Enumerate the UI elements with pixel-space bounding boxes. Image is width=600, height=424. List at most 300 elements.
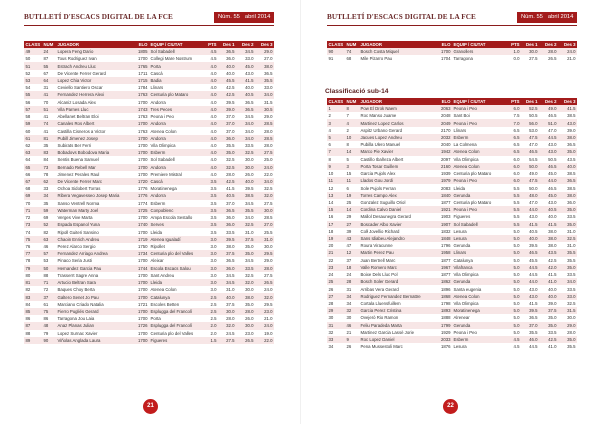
table-cell: Catalunya <box>452 257 506 264</box>
table-cell: Trasserrt Sagre Anna <box>56 272 133 279</box>
table-cell: 5.5 <box>506 221 521 228</box>
table-cell: 32 <box>327 329 345 336</box>
table-cell: 4.0 <box>203 62 218 69</box>
table-cell: 36.0 <box>218 135 236 142</box>
table-cell: Llados Gou Jordi <box>359 177 436 184</box>
table-cell: 34.5 <box>218 279 236 286</box>
table-cell: 6.0 <box>506 156 521 163</box>
table-cell: Sans Idiabeu Alejandro <box>359 235 436 242</box>
table-cell: 36.5 <box>255 70 274 77</box>
table-cell: 38.0 <box>236 293 255 300</box>
table-cell: 52 <box>42 221 56 228</box>
table-cell: Ribera Vegavesseo Josep Maria <box>56 192 133 199</box>
table-cell: 1700 <box>133 142 149 149</box>
table-cell: Escola Escacs Salou <box>149 265 203 272</box>
table-cell: 5 <box>327 134 345 141</box>
table-cell: 3.0 <box>203 265 218 272</box>
table-cell: 6.0 <box>506 163 521 170</box>
table-row <box>24 330 274 337</box>
table-cell: 37.5 <box>539 307 558 314</box>
table-cell: Peona i Peo <box>452 105 506 112</box>
table-cell: 1763 <box>133 127 149 134</box>
table-cell: Mile Pizarro Pau <box>359 55 436 62</box>
table-cell: 56 <box>24 99 42 106</box>
table-cell: 38.0 <box>558 192 577 199</box>
table-cell: 36.5 <box>218 207 236 214</box>
table-cell: 36.5 <box>218 48 236 55</box>
table-cell: 34.0 <box>236 120 255 127</box>
table-cell: 43.0 <box>521 293 539 300</box>
table-cell: 3.5 <box>203 207 218 214</box>
table-cell: 30.0 <box>255 207 274 214</box>
table-cell: 40.0 <box>539 285 558 292</box>
column-header: Des 3 <box>558 98 577 105</box>
table-cell: 41.0 <box>539 343 558 350</box>
column-header: PTS <box>506 98 521 105</box>
table-cell: Lopez Surnac Xavier <box>56 330 133 337</box>
table-cell: Chaoin Enrich Andreu <box>56 236 133 243</box>
table-cell: 34.5 <box>236 257 255 264</box>
table-cell: 3.5 <box>203 178 218 185</box>
table-cell: 37.0 <box>218 127 236 134</box>
table-cell: 35.5 <box>236 207 255 214</box>
table-cell: 37.5 <box>218 250 236 257</box>
table-cell: Atenea Colon <box>149 286 203 293</box>
table-cell: 43.0 <box>539 199 558 206</box>
table-row <box>24 135 274 142</box>
table-cell: 3.5 <box>203 185 218 192</box>
table-row <box>24 214 274 221</box>
table-cell: Centuria plo del Valles <box>149 330 203 337</box>
table-cell: 46 <box>42 243 56 250</box>
table-cell: Vilafranca <box>452 264 506 271</box>
table-cell: Galtero Senet Jo Pau <box>56 293 133 300</box>
table-cell: 46.5 <box>539 112 558 119</box>
table-cell: 15 <box>327 206 345 213</box>
table-cell: 1939 <box>436 170 452 177</box>
table-cell: 68 <box>24 185 42 192</box>
table-cell: Fernandez Arriago Andrea <box>56 250 133 257</box>
table-cell: 28.0 <box>218 315 236 322</box>
table-cell: 4.0 <box>203 156 218 163</box>
table-cell: 2048 <box>436 112 452 119</box>
table-cell: 4.5 <box>203 48 218 55</box>
table-row <box>327 285 577 292</box>
table-cell: 4.0 <box>203 171 218 178</box>
table-cell: 1796 <box>436 242 452 249</box>
table-cell: 11 <box>345 177 359 184</box>
table-cell: 36.5 <box>236 106 255 113</box>
table-cell: 30.0 <box>558 314 577 321</box>
table-cell: 58 <box>24 113 42 120</box>
table-cell: 4.0 <box>203 127 218 134</box>
table-cell: 2 <box>345 127 359 134</box>
table-cell: 4.0 <box>203 142 218 149</box>
table-cell: Santa eugenia <box>452 285 506 292</box>
table-cell: 46.0 <box>521 336 539 343</box>
table-row <box>327 119 577 126</box>
table-cell: 31 <box>345 285 359 292</box>
table-cell: 1958 <box>436 249 452 256</box>
table-cell: 37.5 <box>218 301 236 308</box>
table-row <box>327 293 577 300</box>
table-row <box>24 113 274 120</box>
table-cell: 29.5 <box>255 301 274 308</box>
table-cell: Bosch Soler Gerard <box>359 278 436 285</box>
table-row <box>24 127 274 134</box>
table-cell: Pena Mussestoli Marc <box>359 343 436 350</box>
table-cell: 1743 <box>133 106 149 113</box>
table-row <box>24 221 274 228</box>
table-cell: Peona i Peo <box>452 177 506 184</box>
table-cell: Pow El Drok Naem <box>359 105 436 112</box>
table-cell: 32.5 <box>218 164 236 171</box>
table-cell: 8 <box>345 105 359 112</box>
table-cell: 3.5 <box>203 214 218 221</box>
table-cell: 40.5 <box>218 192 236 199</box>
table-cell: 33.0 <box>236 55 255 62</box>
table-cell: 23.0 <box>255 308 274 315</box>
table-cell: Andorra <box>149 120 203 127</box>
table-cell: 32.5 <box>236 221 255 228</box>
table-row <box>327 300 577 307</box>
table-cell: 21.0 <box>255 315 274 322</box>
column-header: Des 1 <box>521 98 539 105</box>
table-cell: Mallol Desaunegra Gerard <box>359 213 436 220</box>
table-cell: Sol Sabadell <box>149 156 203 163</box>
table-cell: 35.0 <box>539 314 558 321</box>
table-cell: 38.0 <box>539 228 558 235</box>
table-cell: 38.5 <box>236 192 255 199</box>
table-cell: Colł Jovellio Richard <box>359 228 436 235</box>
table-cell: Llinars <box>149 84 203 91</box>
table-row <box>327 336 577 343</box>
table-cell: 31.0 <box>558 228 577 235</box>
table-cell: 37.0 <box>218 113 236 120</box>
table-cell: 1862 <box>436 278 452 285</box>
table-cell: 21.0 <box>558 55 577 62</box>
table-cell: 25.5 <box>255 228 274 235</box>
table-cell: 39.0 <box>558 127 577 134</box>
table-cell: 50 <box>42 265 56 272</box>
table-cell: 47.5 <box>521 177 539 184</box>
table-cell: 5.0 <box>506 249 521 256</box>
table-cell: 72 <box>24 214 42 221</box>
table-cell: 22.0 <box>255 337 274 344</box>
table-cell: 37 <box>42 293 56 300</box>
table-cell: Cortala Lluensfuillem <box>359 300 436 307</box>
column-header: Des 3 <box>558 41 577 48</box>
table-cell: 84 <box>42 156 56 163</box>
table-cell: 35.0 <box>558 206 577 213</box>
table-cell: 36.5 <box>521 314 539 321</box>
table-cell: 27.5 <box>255 272 274 279</box>
table-row <box>24 77 274 84</box>
table-cell: 1799 <box>436 322 452 329</box>
table-cell: 40.0 <box>218 293 236 300</box>
table-cell: 2.5 <box>203 315 218 322</box>
table-cell: 4.0 <box>203 113 218 120</box>
table-cell: 40.5 <box>236 91 255 98</box>
table-cell: 39.5 <box>236 185 255 192</box>
table-cell: Garcia Pujols Alex <box>359 170 436 177</box>
table-cell: 25 <box>327 278 345 285</box>
table-cell: 85 <box>24 308 42 315</box>
table-cell: 3.5 <box>203 200 218 207</box>
table-row <box>24 106 274 113</box>
table-cell: 46 <box>345 322 359 329</box>
table-cell: 84 <box>24 301 42 308</box>
table-row <box>327 55 577 62</box>
table-cell: 40.5 <box>521 228 539 235</box>
table-cell: 40.5 <box>539 206 558 213</box>
table-cell: 1774 <box>133 200 149 207</box>
table-cell: 1744 <box>133 265 149 272</box>
table-cell: Atenea Colon <box>149 127 203 134</box>
table-cell: 30.5 <box>255 106 274 113</box>
table-row <box>24 315 274 322</box>
table-cell: Sole Pujols Ferran <box>359 184 436 191</box>
table-cell: 34 <box>345 293 359 300</box>
table-cell: 35.0 <box>558 264 577 271</box>
table-cell: 59 <box>24 120 42 127</box>
table-cell: 33.5 <box>558 271 577 278</box>
column-header: EQUIP / CIUTAT <box>452 41 506 48</box>
table-cell: 71 <box>24 207 42 214</box>
table-cell: Garcia Perez Cristina <box>359 307 436 314</box>
table-cell: 1700 <box>133 149 149 156</box>
table-cell: Roura Viracunne <box>359 242 436 249</box>
table-cell: 37.0 <box>218 120 236 127</box>
table-cell: Castilla Cisneros a Victor <box>56 127 133 134</box>
table-cell: 24.0 <box>558 48 577 55</box>
table-cell: 2160 <box>436 163 452 170</box>
table-cell: 33.5 <box>236 265 255 272</box>
table-cell: 1704 <box>436 55 452 62</box>
table-cell: 39.5 <box>218 99 236 106</box>
table-cell: Alcaniz Losada Alex <box>56 99 133 106</box>
table-cell: 35.0 <box>236 250 255 257</box>
table-cell: 63 <box>42 236 56 243</box>
table-cell: Fierro Pugliés Gerard <box>56 308 133 315</box>
table-cell: 54 <box>24 84 42 91</box>
table-cell: 35.5 <box>218 142 236 149</box>
table-cell: De Vicente Ferrer Gerard <box>56 70 133 77</box>
table-cell: 4.5 <box>203 55 218 62</box>
table-row <box>327 343 577 350</box>
table-cell: 33 <box>42 185 56 192</box>
table-cell: 30.0 <box>236 164 255 171</box>
table-cell: 1877 <box>436 199 452 206</box>
table-cell: Bosch Costa Miquel <box>359 48 436 55</box>
column-header: Des 3 <box>255 41 274 48</box>
table-cell: 8 <box>345 141 359 148</box>
column-header: EQUIP / CIUTAT <box>149 41 203 48</box>
table-cell: 75 <box>24 236 42 243</box>
table-cell: 4.0 <box>203 91 218 98</box>
table-cell: 45.0 <box>539 192 558 199</box>
table-cell: 43.0 <box>521 285 539 292</box>
table-cell: 1750 <box>133 243 149 250</box>
table-cell: 1848 <box>436 235 452 242</box>
table-cell: 2097 <box>436 156 452 163</box>
table-cell: 43.0 <box>539 141 558 148</box>
table-cell: Gerunda <box>452 192 506 199</box>
table-row <box>327 228 577 235</box>
table-row <box>24 279 274 286</box>
issue-number: Núm. 55 <box>218 14 240 20</box>
table-cell: 36.0 <box>218 221 236 228</box>
column-header: PTS <box>506 41 521 48</box>
table-cell: 32.0 <box>218 322 236 329</box>
table-cell: 2.5 <box>203 293 218 300</box>
table-cell: 60 <box>24 127 42 134</box>
table-cell: 50.0 <box>521 163 539 170</box>
table-cell: 56.0 <box>521 119 539 126</box>
table-cell: 37 <box>345 257 359 264</box>
table-cell: Gonzalez Suguillo Oriol <box>359 199 436 206</box>
table-cell: De Vicente Ferrer Marc <box>56 178 133 185</box>
table-cell: 73 <box>24 221 42 228</box>
table-cell: 49 <box>24 48 42 55</box>
table-cell: Sol Sabadell <box>149 48 203 55</box>
table-cell: Vila Olimpica <box>452 156 506 163</box>
table-row <box>24 337 274 344</box>
table-row <box>24 308 274 315</box>
table-cell: 1740 <box>133 221 149 228</box>
table-cell: 5.0 <box>506 242 521 249</box>
table-cell: Abellanet Beltran Eloi <box>56 113 133 120</box>
table-cell: 28.0 <box>255 265 274 272</box>
table-cell: 39.0 <box>218 106 236 113</box>
table-row <box>327 177 577 184</box>
table-cell: Lesura <box>452 228 506 235</box>
table-cell: 29.0 <box>255 257 274 264</box>
table-cell: 28.5 <box>255 120 274 127</box>
table-cell: 51 <box>24 62 42 69</box>
table-cell: 5.5 <box>506 206 521 213</box>
table-cell: 44.0 <box>521 206 539 213</box>
table-cell: Pubilla Ulero Manuel <box>359 141 436 148</box>
table-cell: 41.5 <box>236 77 255 84</box>
table-cell: 33.5 <box>539 329 558 336</box>
table-row <box>24 84 274 91</box>
table-cell: 69 <box>24 192 42 199</box>
table-cell: Figueres <box>452 213 506 220</box>
table-cell: 2.0 <box>203 322 218 329</box>
table-cell: 1 <box>327 105 345 112</box>
table-cell: Lleida <box>452 184 506 191</box>
table-cell: Estrach Andreu Lluc <box>56 62 133 69</box>
table-cell: 34.0 <box>236 214 255 221</box>
table-cell: 41 <box>42 113 56 120</box>
table-cell: 90 <box>42 337 56 344</box>
table-cell: 24 <box>42 48 56 55</box>
column-header: CLASS <box>328 99 344 104</box>
table-cell: 82 <box>24 286 42 293</box>
table-cell: 1888 <box>436 314 452 321</box>
table-cell: 82 <box>42 228 56 235</box>
table-cell: 1921 <box>436 206 452 213</box>
table-cell: 41.5 <box>521 221 539 228</box>
table-cell: Esplugga del Francolí <box>149 322 203 329</box>
table-cell: 1700 <box>133 330 149 337</box>
table-cell: 1726 <box>133 322 149 329</box>
column-header: Des 1 <box>218 41 236 48</box>
table-cell: 27.5 <box>255 200 274 207</box>
table-cell: 2032 <box>436 134 452 141</box>
table-cell: Ripoll Guiteri Sansino <box>56 228 133 235</box>
table-row <box>327 48 577 55</box>
table-cell: 48.0 <box>521 192 539 199</box>
table-cell: 5.0 <box>506 235 521 242</box>
table-cell: 1700 <box>133 156 149 163</box>
table-cell: Vila Olimpica <box>149 142 203 149</box>
table-cell: 16 <box>327 213 345 220</box>
table-cell: Atenea Igualadí <box>149 236 203 243</box>
bulletin-title: BUTLLETÍ D'ESCACS DIGITAL DE LA FCE <box>24 13 173 21</box>
table-cell: 35.0 <box>558 221 577 228</box>
table-cell: 49.0 <box>521 170 539 177</box>
issue-month: abril 2014 <box>244 14 271 20</box>
table-cell: 30 <box>345 314 359 321</box>
table-row <box>327 249 577 256</box>
table-cell: 12 <box>327 184 345 191</box>
table-cell: 52.5 <box>521 105 539 112</box>
table-cell: Espada Espanol Yuna <box>56 221 133 228</box>
table-cell: 31.0 <box>218 286 236 293</box>
column-header: JUGADOR <box>56 41 133 48</box>
table-cell: 67 <box>42 70 56 77</box>
table-cell: 1719 <box>133 236 149 243</box>
table-cell: 1840 <box>436 192 452 199</box>
table-cell: Vila Olimpica <box>452 271 506 278</box>
table-cell: 37.0 <box>218 200 236 207</box>
table-cell: 4.0 <box>203 99 218 106</box>
table-cell: Lopez Chia Victor <box>56 77 133 84</box>
table-cell: Tarragona <box>452 55 506 62</box>
table-cell: 9 <box>345 336 359 343</box>
table-row <box>327 329 577 336</box>
table-cell: 30.0 <box>236 156 255 163</box>
table-cell: 27 <box>345 221 359 228</box>
table-cell: 49.0 <box>539 105 558 112</box>
table-cell: 35.5 <box>558 249 577 256</box>
table-cell: 9 <box>327 163 345 170</box>
table-cell: 36.5 <box>218 257 236 264</box>
table-cell: 1776 <box>133 185 149 192</box>
table-cell: 4.5 <box>506 343 521 350</box>
table-cell: 28.0 <box>255 127 274 134</box>
table-cell: 7.5 <box>506 112 521 119</box>
table-cell: Torres Campo Alex <box>359 192 436 199</box>
table-cell: 2 <box>327 112 345 119</box>
table-cell: Vila Olimpica <box>452 300 506 307</box>
table-cell: 40.0 <box>236 84 255 91</box>
table-cell: Roc Manso Juame <box>359 112 436 119</box>
table-cell: 1734 <box>133 250 149 257</box>
table-cell: 40.0 <box>539 213 558 220</box>
table-cell: 24 <box>345 271 359 278</box>
table-cell: Andorra <box>149 164 203 171</box>
table-cell: Martin Perez Pau <box>359 249 436 256</box>
table-cell: 1700 <box>133 214 149 221</box>
table-row <box>24 301 274 308</box>
table-cell: 57 <box>42 250 56 257</box>
table-cell: Rodriguez Fernandez Bernattre <box>359 293 436 300</box>
table-cell: 3.5 <box>203 228 218 235</box>
table-cell: 14 <box>327 199 345 206</box>
